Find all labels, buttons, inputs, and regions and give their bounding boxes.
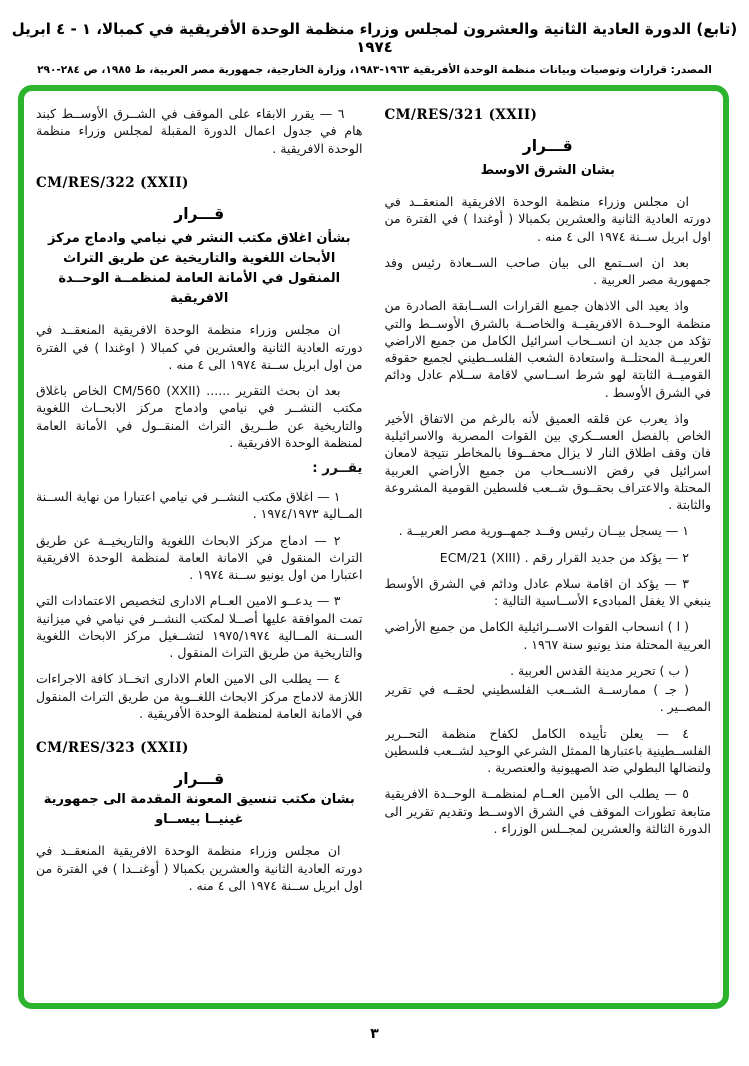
resolution-subject: بشان الشرق الاوسط — [480, 163, 615, 178]
paragraph: ان مجلس وزراء منظمة الوحدة الافريقية المنعقــد في دورته العادية الثانية والعشرين في كمبالا ( اوغندا ) في الفترة من اول ابريل ســنة ١٩٧٤ الى ٤ منه . — [36, 322, 363, 372]
header-session-title: (تابع) الدورة العادية الثانية والعشرون لمجلس وزراء منظمة الوحدة الأفريقية في كمبالا، ١ - ٤ ابريل ١٩٧٤ — [11, 20, 738, 56]
resolution-ref-321: CM/RES/321 (XXII) — [384, 107, 538, 123]
sub-item-a: ( ا ) انسحاب القوات الاســرائيلية الكامل من جميع الأراضي العربية المحتلة منذ يونيو سنة ١٩٦٧ . — [384, 619, 711, 652]
column-right-resolution-321 — [385, 105, 712, 995]
resolution-ref-322: CM/RES/322 (XXII) — [36, 174, 189, 191]
decree-label: يقــرر : — [312, 460, 363, 477]
document-border-frame — [18, 85, 729, 1009]
resolution-ref-323: CM/RES/323 (XXII) — [36, 740, 189, 757]
numbered-item-2: ٢ — يؤكد من جديد القرار رقم . ECM/21 (XIII) — [439, 549, 689, 565]
paragraph: بعد ان اســتمع الى بيان صاحب الســعادة رئيس وفد جمهورية مصر العربية . — [384, 254, 711, 288]
numbered-item-1: ١ — يسجل بيــان رئيس وفــد جمهــورية مصر العربيــة . — [398, 523, 689, 539]
two-column-layout — [24, 91, 723, 1003]
numbered-item-3: ٣ — يدعــو الامين العــام الادارى لتخصيص الاعتمادات التي تمت الموافقة عليها أصــلا لمكتب النشــر في نيامي في ميزانية الســنة المــالية ١٩٧٥/١٩٧٤ لتشــغيل مركز الابحاث اللغوية والتاريخية من طريق التراث المنقول . — [36, 593, 363, 661]
resolution-title: قـــرار — [522, 137, 573, 155]
paragraph: ان مجلس وزراء منظمة الوحدة الافريقية المنعقــد في دورته العادية الثانية والعشرين بكمبالا ( أوغنــدا ) في الفترة من اول ابريل ســنة ١٩٧٤ الى ٤ منه . — [36, 843, 363, 893]
numbered-item-3: ٣ — يؤكد ان اقامة سلام عادل ودائم في الشرق الأوسط ينبغي الا يغفل المبادىء الأســاسية التالية : — [384, 575, 711, 609]
sub-item-b: ( ب ) تحرير مدينة القدس العربية . — [510, 662, 689, 678]
page-header — [0, 20, 749, 76]
numbered-item-1: ١ — اغلاق مكتب النشــر في نيامي اعتبارا من نهاية الســنة المــالية ١٩٧٤/١٩٧٣ . — [36, 489, 363, 522]
resolution-subject: بشأن اغلاق مكتب النشر في نيامي وادماج مركز الأبحاث اللغوية والتاريخية عن طريق التراث المنقول في الأمانة العامة لمنظمــة الوحــدة الافريقية — [48, 230, 351, 307]
column-left-resolutions-322-323 — [36, 105, 363, 995]
paragraph: واذ يعرب عن قلقه العميق لأنه بالرغم من الاتفاق الأخير الخاص بالفصل العســكري بين القوات المصرية والاسرائيلية فان وقف اطلاق النار لا يزال محفــوفا بالمخاطر نتيجة لامعان اسرائيل في رفض الانســحاب من جميع الأراضي العربية المحتلة والاعتراف بحقــوق شــعب فلسطين القومية المشروعة والثابتة . — [384, 410, 711, 513]
resolution-title: قـــرار — [174, 770, 225, 789]
sub-item-c: ( جـ ) ممارســة الشــعب الفلسطيني لحقــه في تقرير المصــير . — [384, 682, 711, 715]
paragraph: بعد ان بحث التقرير ...... CM/560 (XXII) الخاص باغلاق مكتب النشــر في نيامي وادماج مركز الابحــاث اللغوية والتاريخية عن طــريق التراث المنقــول في الأمانة العامة لمنظمة الوحدة الافريقية . — [36, 383, 363, 450]
numbered-item-4: ٤ — يطلب الى الامين العام الادارى اتخــاذ كافة الاجراءات اللازمة لادماج مركز الابحاث اللغــوية من طريق التراث المنقول في الامانة العامة لمنظمة الوحدة الأفريقية . — [36, 671, 363, 721]
numbered-item-2: ٢ — ادماج مركز الابحاث اللغوية والتاريخيــة عن طريق التراث المنقول في الامانة العامة لمنظمة الوحدة الافريقية اعتبارا من اول يونيو ســنة ١٩٧٤ . — [36, 532, 363, 583]
page-number: ٣ — [370, 1026, 379, 1042]
header-source-line: المصدر: قرارات وتوصيات وبيانات منظمة الوحدة الأفريقية ١٩٦٣-١٩٨٣، وزارة الخارجية، جمهورية مصر العربية، ط ١٩٨٥، ص ٢٨٤-٢٩٠ — [37, 64, 712, 76]
resolution-subject: بشان مكتب تنسيق المعونة المقدمة الى جمهورية غينيــا بيســاو — [43, 792, 355, 828]
numbered-item-4: ٤ — يعلن تأييده الكامل لكفاح منظمة التحــرير الفلســطينية باعتبارها الممثل الشرعي الوحيد لشــعب فلسطين ولنضالها البطولي ضد الصهيونية والعنصرية . — [384, 725, 711, 776]
numbered-item-5: ٥ — يطلب الى الأمين العــام لمنظمــة الوحــدة الافريقية متابعة تطورات الموقف في الشرق الاوســط وتقديم تقرير الى الدورة الثالثة والعشرين لمجــلس الوزراء . — [384, 786, 711, 836]
resolution-title: قـــرار — [174, 204, 225, 223]
paragraph: واذ يعيد الى الاذهان جميع القرارات الســابقة الصادرة من منظمة الوحــدة الافريقيــة والخاصــة بالشرق الأوســط والتي تؤكد من جديد ان انســحاب اسرائيل الكامل من جميع الاراضي العربيــة المحتلــة واستعادة الشعب الفلســطيني لجميع حقوقه القوميــة الثابتة لهو شرط اســاسي لاقامة ســلام عادل ودائم في الشرق الأوسط . — [384, 298, 711, 400]
numbered-item-6: ٦ — يقرر الابقاء على الموقف في الشــرق الأوســط كبند هام في جدول اعمال الدورة المقبلة لمجلس وزراء منظمة الوحدة الافريقية . — [36, 106, 363, 156]
paragraph: ان مجلس وزراء منظمة الوحدة الافريقية المنعقــد في دورته العادية الثانية والعشرين بكمبالا ( أوغندا ) في الفترة من اول ابريل ســنة ١٩٧٤ الى ٤ منه . — [384, 194, 711, 244]
